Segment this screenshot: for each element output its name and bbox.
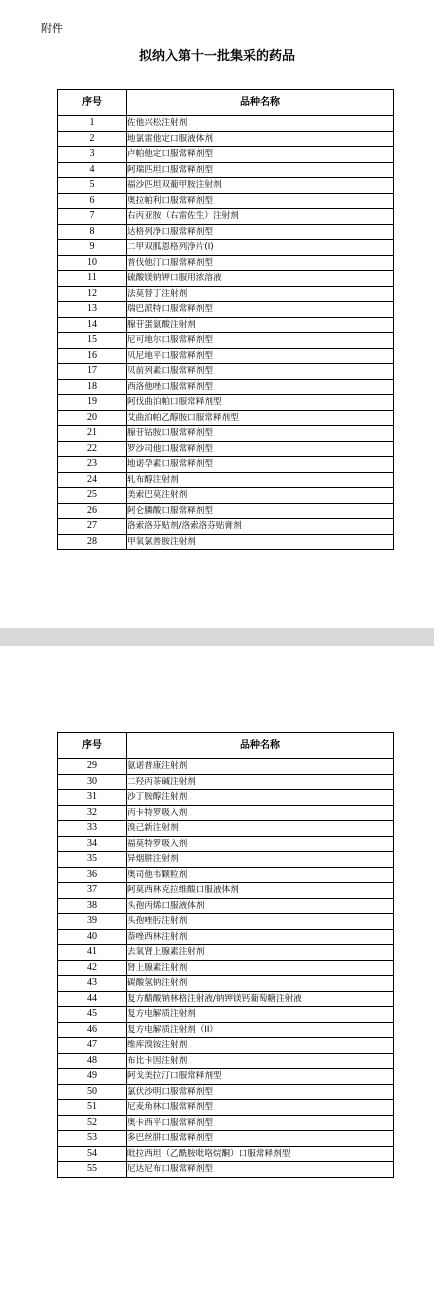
drug-name: 阿伐曲泊帕口服常释剂型: [127, 395, 394, 411]
row-number: 47: [58, 1038, 127, 1054]
row-number: 37: [58, 883, 127, 899]
table-row: [58, 1115, 394, 1131]
drug-name: 丙卡特罗吸入剂: [127, 805, 394, 821]
drug-name: 硫酸镁钠钾口服用浓溶液: [127, 271, 394, 287]
table-row: [58, 333, 394, 349]
row-number: 35: [58, 852, 127, 868]
table-row: [58, 1053, 394, 1069]
table-row: [58, 1038, 394, 1054]
drug-name: 吡拉西坦（乙酰胺吡咯烷酮）口服常释剂型: [127, 1146, 394, 1162]
table-row: [58, 976, 394, 992]
row-number: 5: [58, 178, 127, 194]
table-row: [58, 131, 394, 147]
table-row: [58, 1146, 394, 1162]
drug-name: 达格列净口服常释剂型: [127, 224, 394, 240]
row-number: 44: [58, 991, 127, 1007]
row-number: 48: [58, 1053, 127, 1069]
column-header-no: 序号: [58, 90, 127, 116]
drug-name: 福莫特罗吸入剂: [127, 836, 394, 852]
table-row: [58, 898, 394, 914]
table-row: [58, 805, 394, 821]
row-number: 13: [58, 302, 127, 318]
table-row: [58, 302, 394, 318]
drug-name: 复方电解质注射剂（II）: [127, 1022, 394, 1038]
drug-table-page-1: [57, 89, 394, 550]
table-row: [58, 317, 394, 333]
table-row: [58, 759, 394, 775]
table-row: [58, 240, 394, 256]
table-row: [58, 1069, 394, 1085]
drug-name: 碳酸氢钠注射剂: [127, 976, 394, 992]
row-number: 39: [58, 914, 127, 930]
drug-name: 复方醋酸钠林格注射液/钠钾镁钙葡萄糖注射液: [127, 991, 394, 1007]
row-number: 15: [58, 333, 127, 349]
row-number: 14: [58, 317, 127, 333]
table-row: [58, 457, 394, 473]
table-row: [58, 116, 394, 132]
table-row: [58, 410, 394, 426]
table-row: [58, 1084, 394, 1100]
table-row: [58, 472, 394, 488]
table-row: [58, 1100, 394, 1116]
table-row: [58, 929, 394, 945]
drug-name: 艾曲泊帕乙醇胺口服常释剂型: [127, 410, 394, 426]
drug-name: 多巴丝肼口服常释剂型: [127, 1131, 394, 1147]
row-number: 23: [58, 457, 127, 473]
table-row: [58, 162, 394, 178]
table-row: [58, 852, 394, 868]
table-row: [58, 821, 394, 837]
table-row: [58, 960, 394, 976]
table-row: [58, 147, 394, 163]
row-number: 24: [58, 472, 127, 488]
drug-name: 奥卡西平口服常释剂型: [127, 1115, 394, 1131]
row-number: 9: [58, 240, 127, 256]
table-row: [58, 1162, 394, 1178]
row-number: 26: [58, 503, 127, 519]
row-number: 53: [58, 1131, 127, 1147]
row-number: 54: [58, 1146, 127, 1162]
row-number: 27: [58, 519, 127, 535]
drug-name: 维库溴铵注射剂: [127, 1038, 394, 1054]
table-row: [58, 441, 394, 457]
drug-name: 贝尼地平口服常释剂型: [127, 348, 394, 364]
drug-name: 甲氧氯普胺注射剂: [127, 534, 394, 550]
column-header-no: 序号: [58, 733, 127, 759]
drug-name: 二甲双胍恩格列净片(I): [127, 240, 394, 256]
table-row: [58, 503, 394, 519]
drug-name: 二羟丙茶碱注射剂: [127, 774, 394, 790]
row-number: 2: [58, 131, 127, 147]
row-number: 36: [58, 867, 127, 883]
row-number: 22: [58, 441, 127, 457]
table-row: [58, 836, 394, 852]
table-row: [58, 395, 394, 411]
column-header-name: 品种名称: [127, 90, 394, 116]
table-row: [58, 867, 394, 883]
drug-name: 卢帕他定口服常释剂型: [127, 147, 394, 163]
drug-name: 布比卡因注射剂: [127, 1053, 394, 1069]
row-number: 20: [58, 410, 127, 426]
table-row: [58, 379, 394, 395]
table-row: [58, 1007, 394, 1023]
row-number: 29: [58, 759, 127, 775]
row-number: 4: [58, 162, 127, 178]
table-row: [58, 271, 394, 287]
table-row: [58, 209, 394, 225]
row-number: 30: [58, 774, 127, 790]
table-row: [58, 1131, 394, 1147]
row-number: 33: [58, 821, 127, 837]
row-number: 38: [58, 898, 127, 914]
row-number: 25: [58, 488, 127, 504]
drug-name: 萘唑西林注射剂: [127, 929, 394, 945]
drug-table-page-2: [57, 732, 394, 1178]
row-number: 28: [58, 534, 127, 550]
drug-name: 肾上腺素注射剂: [127, 960, 394, 976]
table-row: [58, 426, 394, 442]
page-separator: [0, 628, 434, 646]
drug-name: 普伐他汀口服常释剂型: [127, 255, 394, 271]
document-page-1: [0, 0, 434, 628]
drug-name: 氨诺普康注射剂: [127, 759, 394, 775]
row-number: 50: [58, 1084, 127, 1100]
attachment-label: 附件: [41, 22, 63, 35]
drug-name: 地诺孕素口服常释剂型: [127, 457, 394, 473]
table-row: [58, 519, 394, 535]
drug-name: 尼麦角林口服常释剂型: [127, 1100, 394, 1116]
table-row: [58, 193, 394, 209]
drug-name: 轧布醇注射剂: [127, 472, 394, 488]
drug-name: 氯伏沙明口服常释剂型: [127, 1084, 394, 1100]
table-row: [58, 255, 394, 271]
row-number: 10: [58, 255, 127, 271]
drug-name: 腺苷钴胺口服常释剂型: [127, 426, 394, 442]
table-row: [58, 224, 394, 240]
row-number: 11: [58, 271, 127, 287]
table-row: [58, 945, 394, 961]
row-number: 16: [58, 348, 127, 364]
drug-name: 溴己新注射剂: [127, 821, 394, 837]
table-header-row: [58, 90, 394, 116]
drug-name: 异烟肼注射剂: [127, 852, 394, 868]
drug-name: 法莫替丁注射剂: [127, 286, 394, 302]
row-number: 1: [58, 116, 127, 132]
drug-name: 头孢唑肟注射剂: [127, 914, 394, 930]
row-number: 46: [58, 1022, 127, 1038]
table-row: [58, 774, 394, 790]
row-number: 49: [58, 1069, 127, 1085]
drug-name: 奥司他韦颗粒剂: [127, 867, 394, 883]
table-row: [58, 348, 394, 364]
row-number: 55: [58, 1162, 127, 1178]
drug-name: 去氧肾上腺素注射剂: [127, 945, 394, 961]
table-row: [58, 286, 394, 302]
drug-name: 洛索洛芬贴剂/洛索洛芬贴膏剂: [127, 519, 394, 535]
table-row: [58, 364, 394, 380]
drug-name: 腺苷蛋氨酸注射剂: [127, 317, 394, 333]
table-row: [58, 534, 394, 550]
row-number: 19: [58, 395, 127, 411]
drug-name: 西洛他唑口服常释剂型: [127, 379, 394, 395]
drug-name: 阿仑膦酸口服常释剂型: [127, 503, 394, 519]
row-number: 21: [58, 426, 127, 442]
row-number: 52: [58, 1115, 127, 1131]
row-number: 41: [58, 945, 127, 961]
table-row: [58, 790, 394, 806]
table-row: [58, 178, 394, 194]
drug-name: 奥拉帕利口服常释剂型: [127, 193, 394, 209]
row-number: 8: [58, 224, 127, 240]
table-header-row: [58, 733, 394, 759]
drug-name: 地氯雷他定口服液体剂: [127, 131, 394, 147]
drug-name: 阿戈美拉汀口服常释剂型: [127, 1069, 394, 1085]
row-number: 40: [58, 929, 127, 945]
row-number: 32: [58, 805, 127, 821]
column-header-name: 品种名称: [127, 733, 394, 759]
row-number: 7: [58, 209, 127, 225]
drug-name: 罗沙司他口服常释剂型: [127, 441, 394, 457]
row-number: 17: [58, 364, 127, 380]
drug-name: 美索巴莫注射剂: [127, 488, 394, 504]
row-number: 42: [58, 960, 127, 976]
drug-name: 福沙匹坦双葡甲胺注射剂: [127, 178, 394, 194]
table-row: [58, 991, 394, 1007]
row-number: 31: [58, 790, 127, 806]
drug-name: 右丙亚胺（右雷佐生）注射剂: [127, 209, 394, 225]
drug-name: 佐他兴松注射剂: [127, 116, 394, 132]
table-row: [58, 914, 394, 930]
row-number: 45: [58, 1007, 127, 1023]
drug-name: 沙丁胺醇注射剂: [127, 790, 394, 806]
drug-name: 头孢丙烯口服液体剂: [127, 898, 394, 914]
table-row: [58, 1022, 394, 1038]
document-title: 拟纳入第十一批集采的药品: [138, 49, 295, 64]
document-page-2: [0, 646, 434, 1300]
drug-name: 阿莫西林克拉维酸口服液体剂: [127, 883, 394, 899]
drug-name: 复方电解质注射剂: [127, 1007, 394, 1023]
drug-name: 瑞巴派特口服常释剂型: [127, 302, 394, 318]
drug-name: 尼可地尔口服常释剂型: [127, 333, 394, 349]
row-number: 51: [58, 1100, 127, 1116]
drug-name: 尼达尼布口服常释剂型: [127, 1162, 394, 1178]
row-number: 6: [58, 193, 127, 209]
table-row: [58, 488, 394, 504]
row-number: 43: [58, 976, 127, 992]
drug-name: 贝前列素口服常释剂型: [127, 364, 394, 380]
row-number: 12: [58, 286, 127, 302]
row-number: 3: [58, 147, 127, 163]
row-number: 34: [58, 836, 127, 852]
row-number: 18: [58, 379, 127, 395]
drug-name: 阿瑞匹坦口服常释剂型: [127, 162, 394, 178]
table-row: [58, 883, 394, 899]
